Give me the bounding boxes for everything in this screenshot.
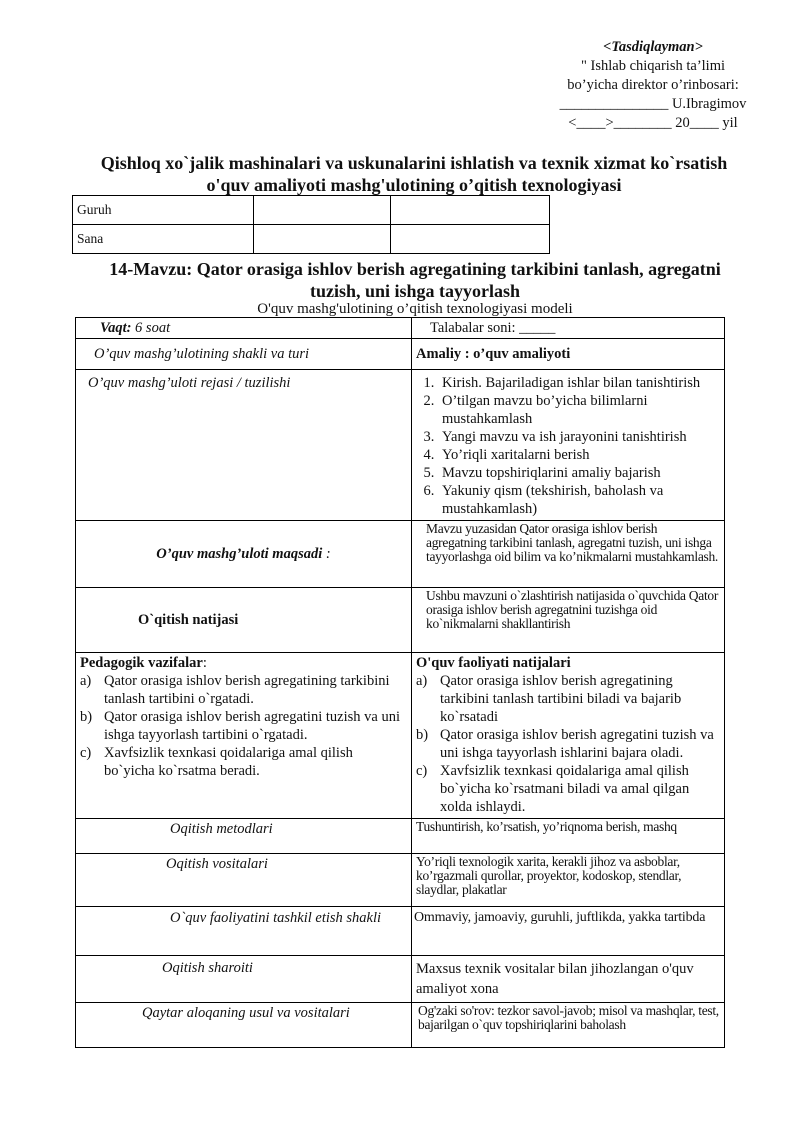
time-value: 6 soat bbox=[131, 320, 171, 336]
approval-line-2: bo’yicha direktor o’rinbosari: bbox=[567, 77, 739, 93]
row-feedback bbox=[76, 1003, 725, 1048]
feedback-value: Og'zaki so'rov: tezkor savol-javob; misol va mashqlar, test, bajarilgan o`quv topshiriqlarini baholash bbox=[412, 1003, 725, 1048]
cond-value: Maxsus texnik vositalar bilan jihozlangan o'quv amaliyot xona bbox=[412, 956, 725, 1003]
row-form bbox=[76, 339, 725, 370]
form-label: O’quv mashg’ulotining shakli va turi bbox=[76, 339, 412, 370]
tools-value: Yo’riqli texnologik xarita, kerakli jihoz va asboblar, ko’rgazmali qurollar, proyektor, kodoskop, stendlar, slaydlar, plakatlar bbox=[412, 854, 725, 907]
group-date-table bbox=[72, 195, 550, 254]
document-title-line-1: Qishloq xo`jalik mashinalari va uskunalarini ishlatish va texnik xizmat ko`rsatish bbox=[100, 153, 728, 173]
row-tools bbox=[76, 854, 725, 907]
act-item: a) Qator orasiga ishlov berish agregatining tarkibini tanlash tartibini biladi va bajarib ko`rsatadi bbox=[416, 673, 682, 725]
approval-block bbox=[548, 38, 758, 133]
plan-label: O’quv mashg’uloti rejasi / tuzilishi bbox=[76, 370, 412, 521]
topic-line-1: 14-Mavzu: Qator orasiga ishlov berish agregatining tarkibini tanlash, agregatni bbox=[109, 259, 721, 279]
approval-head: <Tasdiqlayman> bbox=[603, 39, 703, 55]
group-cell-1 bbox=[254, 196, 391, 225]
plan-item: 2. O’tilgan mavzu bo’yicha bilimlarni mustahkamlash bbox=[438, 392, 720, 428]
row-methods bbox=[76, 819, 725, 854]
row-result bbox=[76, 588, 725, 653]
row-cond bbox=[76, 956, 725, 1003]
plan-cell bbox=[412, 370, 725, 521]
document-title bbox=[70, 152, 758, 196]
methods-value: Tushuntirish, ko’rsatish, yo’riqnoma berish, mashq bbox=[412, 819, 725, 854]
ped-item: b) Qator orasiga ishlov berish agregatini tuzish va uni ishga tayyorlash tartibini o`rgatadi. bbox=[80, 709, 400, 743]
date-cell-1 bbox=[254, 225, 391, 254]
topic-line-2: tuzish, uni ishga tayyorlash bbox=[309, 281, 521, 301]
row-goal bbox=[76, 521, 725, 588]
goal-cell bbox=[76, 521, 412, 588]
org-label: O`quv faoliyatini tashkil etish shakli bbox=[76, 907, 412, 956]
time-label: Vaqt: bbox=[100, 320, 132, 336]
methods-label: Oqitish metodlari bbox=[76, 819, 412, 854]
plan-item: 4. Yo’riqli xaritalarni berish bbox=[438, 446, 720, 464]
form-value: Amaliy : o’quv amaliyoti bbox=[412, 339, 725, 370]
ped-colon: : bbox=[202, 655, 207, 671]
group-row bbox=[73, 196, 550, 225]
act-cell bbox=[412, 653, 725, 819]
org-value: Ommaviy, jamoaviy, guruhli, juftlikda, yakka tartibda bbox=[412, 907, 725, 956]
act-label: O'quv faoliyati natijalari bbox=[416, 655, 571, 671]
row-tasks bbox=[76, 653, 725, 819]
time-cell bbox=[76, 318, 412, 339]
result-label: O`qitish natijasi bbox=[76, 588, 412, 653]
ped-label: Pedagogik vazifalar bbox=[80, 655, 203, 671]
ped-item: a) Qator orasiga ishlov berish agregatining tarkibini tanlash tartibini o`rgatadi. bbox=[80, 673, 390, 707]
row-org bbox=[76, 907, 725, 956]
document-title-line-2: o'quv amaliyoti mashg'ulotining o’qitish texnologiyasi bbox=[206, 175, 622, 195]
approval-line-3: _______________ U.Ibragimov bbox=[559, 96, 747, 112]
students-cell: Talabalar soni: _____ bbox=[412, 318, 725, 339]
act-item: b) Qator orasiga ishlov berish agregatini tuzish va uni ishga tayyorlash ishlarini bajara oladi. bbox=[416, 727, 714, 761]
ped-list bbox=[80, 672, 407, 780]
row-time bbox=[76, 318, 725, 339]
model-subtitle: O'quv mashg'ulotining o’qitish texnologiyasi modeli bbox=[257, 301, 573, 317]
date-row bbox=[73, 225, 550, 254]
topic-title bbox=[70, 258, 760, 302]
ped-cell bbox=[76, 653, 412, 819]
row-plan bbox=[76, 370, 725, 521]
plan-item: 5. Mavzu topshiriqlarini amaliy bajarish bbox=[438, 464, 720, 482]
result-value: Ushbu mavzuni o`zlashtirish natijasida o`quvchida Qator orasiga ishlov berish agregatnini tuzishga oid ko`nikmalarni shakllantirish bbox=[412, 588, 725, 653]
cond-label: Oqitish sharoiti bbox=[76, 956, 412, 1003]
plan-list bbox=[416, 374, 720, 518]
plan-item: 1. Kirish. Bajariladigan ishlar bilan tanishtirish bbox=[438, 374, 720, 392]
feedback-label: Qaytar aloqaning usul va vositalari bbox=[76, 1003, 412, 1048]
model-table bbox=[75, 317, 725, 1048]
date-cell-2 bbox=[391, 225, 550, 254]
goal-label: O’quv mashg’uloti maqsadi bbox=[156, 546, 323, 562]
approval-line-4: <____>________ 20____ yil bbox=[568, 115, 738, 131]
approval-line-1: " Ishlab chiqarish ta’limi bbox=[580, 58, 726, 74]
plan-item: 3. Yangi mavzu va ish jarayonini tanishtirish bbox=[438, 428, 720, 446]
act-list bbox=[416, 672, 720, 816]
plan-item: 6. Yakuniy qism (tekshirish, baholash va mustahkamlash) bbox=[438, 482, 720, 518]
group-label: Guruh bbox=[73, 196, 254, 225]
group-cell-2 bbox=[391, 196, 550, 225]
goal-colon: : bbox=[322, 546, 331, 562]
act-item: c) Xavfsizlik texnkasi qoidalariga amal qilish bo`yicha ko`rsatmani biladi va amal qilgan xolda ishlaydi. bbox=[416, 763, 690, 815]
date-label: Sana bbox=[73, 225, 254, 254]
goal-value: Mavzu yuzasidan Qator orasiga ishlov berish agregatning tarkibini tanlash, agregatni tuzish, uni ishga tayyorlashga oid bilim va ko’nikmalarni mustahkamlash. bbox=[412, 521, 725, 588]
ped-item: c) Xavfsizlik texnkasi qoidalariga amal qilish bo`yicha ko`rsatma beradi. bbox=[80, 745, 353, 779]
tools-label: Oqitish vositalari bbox=[76, 854, 412, 907]
